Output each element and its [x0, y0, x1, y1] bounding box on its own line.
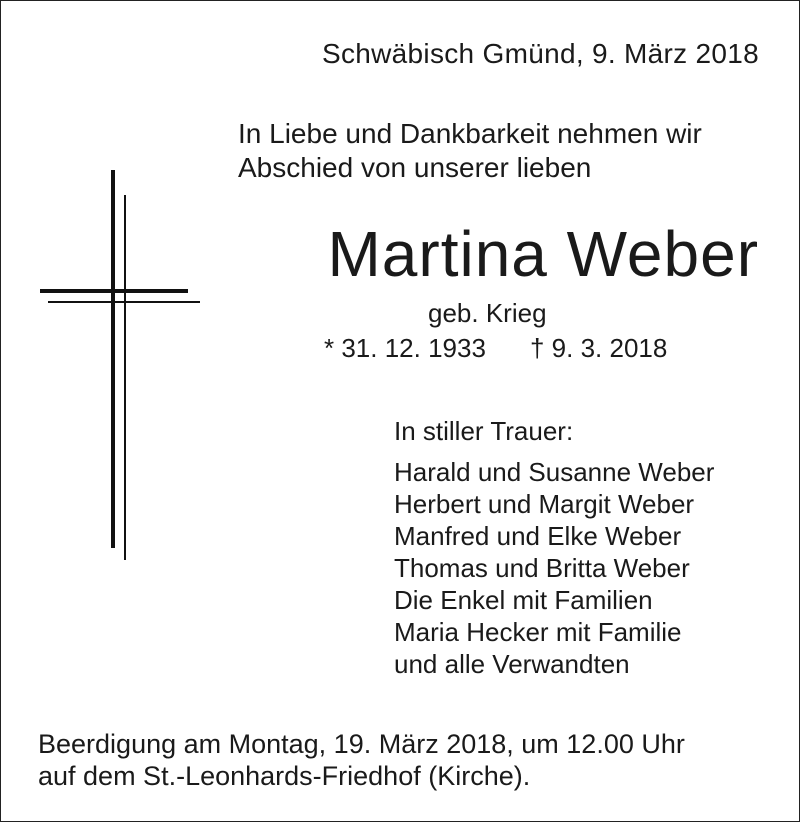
mourner: Die Enkel mit Familien [394, 585, 653, 615]
intro-line-2: Abschied von unserer lieben [238, 152, 592, 183]
cross-icon [30, 165, 210, 565]
funeral-line-1: Beerdigung am Montag, 19. März 2018, um 12.00 Uhr [38, 729, 685, 759]
maiden-name: geb. Krieg [428, 298, 547, 328]
mourner: und alle Verwandten [394, 649, 630, 679]
place-and-date: Schwäbisch Gmünd, 9. März 2018 [322, 38, 759, 69]
intro-text [238, 117, 768, 185]
mourner: Harald und Susanne Weber [394, 457, 715, 487]
funeral-info [38, 728, 778, 792]
mourners-list [394, 456, 714, 680]
mourner: Thomas und Britta Weber [394, 553, 690, 583]
mourner: Manfred und Elke Weber [394, 521, 682, 551]
deceased-name: Martina Weber [327, 218, 759, 290]
death-date: † 9. 3. 2018 [530, 333, 668, 363]
mourner: Maria Hecker mit Familie [394, 617, 682, 647]
intro-line-1: In Liebe und Dankbarkeit nehmen wir [238, 118, 702, 149]
mourning-label: In stiller Trauer: [394, 416, 574, 446]
mourner: Herbert und Margit Weber [394, 489, 695, 519]
birth-date: * 31. 12. 1933 [324, 333, 486, 363]
funeral-line-2: auf dem St.-Leonhards-Friedhof (Kirche). [38, 761, 531, 791]
